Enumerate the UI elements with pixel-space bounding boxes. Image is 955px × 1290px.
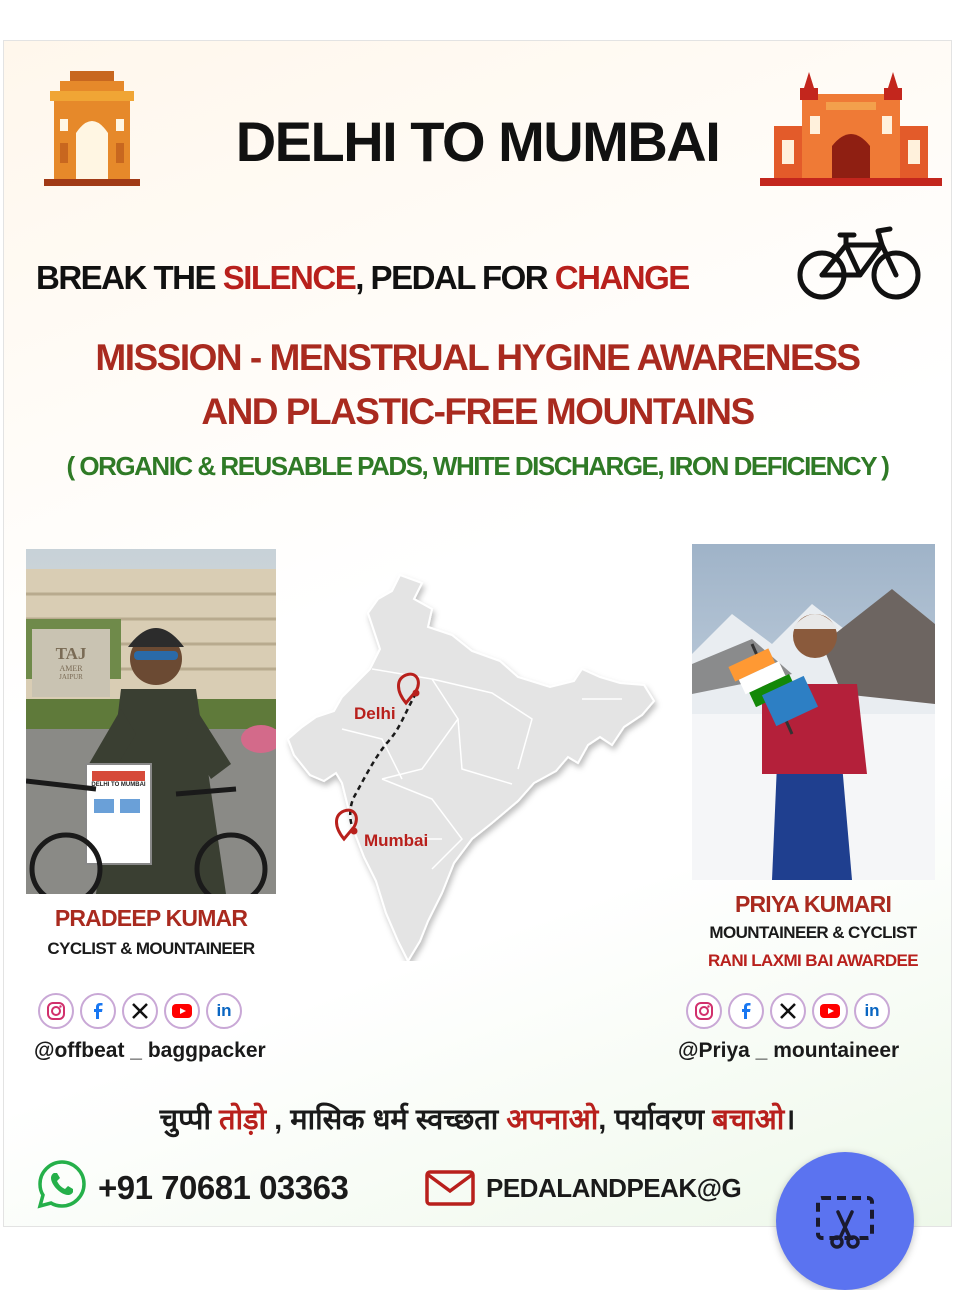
poster: [3, 40, 952, 1227]
instagram-icon[interactable]: [38, 993, 74, 1029]
linkedin-icon[interactable]: in: [854, 993, 890, 1029]
youtube-icon[interactable]: [164, 993, 200, 1029]
placard-title: DELHI TO MUMBAI: [91, 782, 146, 788]
left-person-role: CYCLIST & MOUNTAINEER: [47, 939, 255, 958]
cyclist-photo: TAJ AMER JAIPUR DELHI TO MUMBAI: [26, 549, 276, 894]
email-address[interactable]: PEDALANDPEAK@G: [486, 1173, 742, 1203]
right-person-role: MOUNTAINEER & CYCLIST: [709, 923, 917, 942]
mail-icon: [424, 1169, 476, 1207]
right-person-handle: @Priya _ mountaineer: [678, 1039, 900, 1062]
hindi-slogan: चुप्पी तोड़ो , मासिक धर्म स्वच्छता अपनाओ, पर्यावरण बचाओ।: [159, 1104, 796, 1136]
bicycle-icon: [794, 223, 924, 301]
left-social-icons: [38, 993, 242, 1029]
poster-title: DELHI TO MUMBAI: [235, 110, 720, 173]
right-social-icons: [686, 993, 890, 1029]
taj-sign: TAJ: [55, 644, 87, 663]
instagram-icon[interactable]: [686, 993, 722, 1029]
facebook-icon[interactable]: [80, 993, 116, 1029]
whatsapp-icon[interactable]: [36, 1158, 88, 1210]
screenshot-crop-button[interactable]: [776, 1152, 914, 1290]
mission-text: MISSION - MENSTRUAL HYGINE AWARENESS AND PLASTIC-FREE MOUNTAINS: [95, 337, 860, 432]
right-person-award: RANI LAXMI BAI AWARDEE: [707, 951, 918, 970]
topics-text: ( ORGANIC & REUSABLE PADS, WHITE DISCHARGE, IRON DEFICIENCY ): [66, 451, 889, 481]
left-person-name: PRADEEP KUMAR: [54, 905, 248, 931]
x-icon[interactable]: [770, 993, 806, 1029]
tagline: BREAK THE SILENCE, PEDAL FOR CHANGE: [36, 259, 689, 296]
tagline-highlight-silence: SILENCE: [222, 259, 356, 296]
map-label-delhi: Delhi: [354, 704, 396, 723]
left-person-handle: @offbeat _ baggpacker: [34, 1039, 266, 1062]
tagline-highlight-change: CHANGE: [554, 259, 689, 296]
x-icon[interactable]: [122, 993, 158, 1029]
phone-number[interactable]: +91 70681 03363: [98, 1169, 349, 1206]
map-label-mumbai: Mumbai: [364, 831, 429, 850]
right-person-name: PRIYA KUMARI: [734, 891, 892, 917]
mountaineer-photo: [692, 544, 935, 880]
india-route-map: [282, 569, 672, 961]
linkedin-icon[interactable]: in: [206, 993, 242, 1029]
facebook-icon[interactable]: [728, 993, 764, 1029]
youtube-icon[interactable]: [812, 993, 848, 1029]
scissors-crop-icon: [812, 1188, 878, 1254]
